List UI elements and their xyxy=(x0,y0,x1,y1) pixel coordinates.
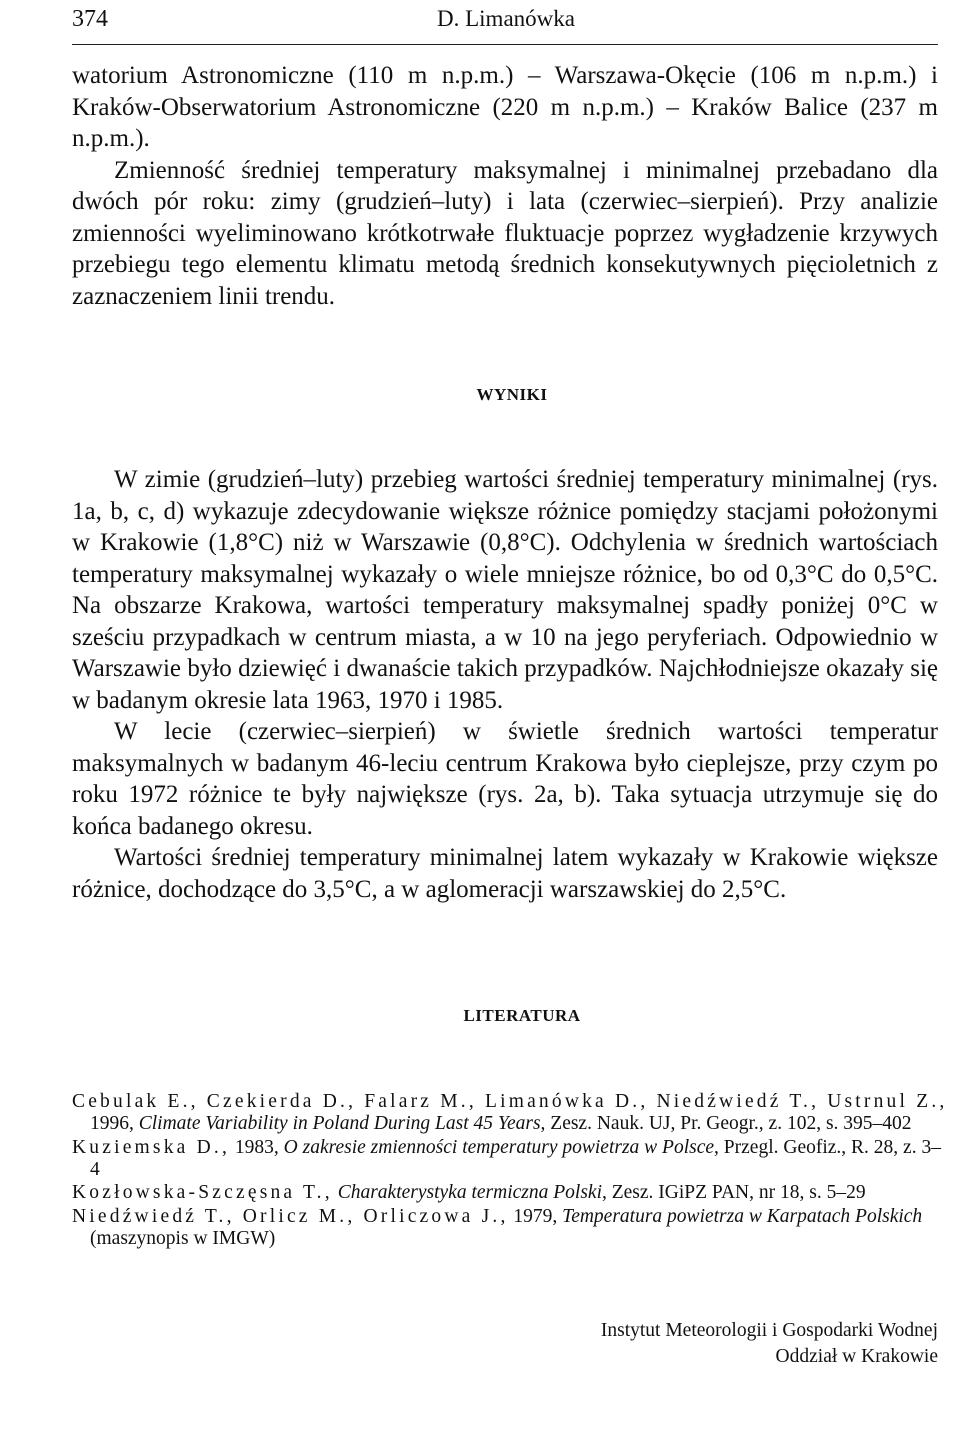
page-header xyxy=(72,6,938,40)
affiliation-institute: Instytut Meteorologii i Gospodarki Wodnej xyxy=(600,1320,938,1341)
affiliation-branch: Oddział w Krakowie xyxy=(775,1346,938,1367)
reference-authors: Kuziemska D., xyxy=(72,1136,231,1158)
reference-source: (maszynopis w IMGW) xyxy=(90,1227,276,1249)
reference-title: Charakterystyka termiczna Polski xyxy=(337,1182,602,1203)
header-rule xyxy=(72,44,938,45)
reference-year: 1983, xyxy=(230,1136,284,1158)
results-heading: WYNIKI xyxy=(476,385,548,404)
intro-paragraph-2: Zmienność średniej temperatury maksymalnej i minimalnej przebadano dla dwóch pór roku: zimy (grudzień–luty) i lata (czerwiec–sierpień). Przy analizie zmienności wyeliminowano krótkotrwałe fluktuacje poprzez wygładzenie krzywych przebiegu tego elementu klimatu metodą średnich konsekutywnych pięcioletnich z zaznaczeniem linii trendu. xyxy=(72,156,938,310)
reference-source: , Zesz. Nauk. UJ, Pr. Geogr., z. 102, s. 395–402 xyxy=(540,1113,912,1134)
results-paragraph-2: W lecie (czerwiec–sierpień) w świetle średnich wartości temperatur maksymalnych w badanym 46-leciu centrum Krakowa było cieplejsze, przy czym po roku 1972 różnice te były największe (rys. 2a, b). Taka sytuacja utrzymuje się do końca badanego okresu. xyxy=(72,718,938,840)
reference-authors: Niedźwiedź T., Orlicz M., Orliczowa J., xyxy=(72,1205,509,1227)
reference-item xyxy=(72,1091,950,1135)
reference-year: 1979, xyxy=(508,1205,563,1227)
reference-source: , Przegl. Geofiz., R. 28, z. 3–4 xyxy=(90,1136,941,1180)
results-section xyxy=(72,464,938,905)
reference-item xyxy=(72,1206,950,1250)
reference-authors: Cebulak E., Czekierda D., Falarz M., Limanówka D., Niedźwiedź T., Ustrnul Z., xyxy=(72,1091,948,1112)
running-head: D. Limanówka xyxy=(437,6,575,31)
results-paragraph-3: Wartości średniej temperatury minimalnej latem wykazały w Krakowie większe różnice, dochodzące do 3,5°C, a w aglomeracji warszawskiej do 2,5°C. xyxy=(72,844,938,903)
reference-title: Temperatura powietrza w Karpatach Polskich xyxy=(562,1205,923,1227)
author-affiliation xyxy=(601,1318,938,1370)
reference-title: Climate Variability in Poland During Last 45 Years xyxy=(138,1113,541,1134)
reference-source: , Zesz. IGiPZ PAN, nr 18, s. 5–29 xyxy=(601,1182,866,1203)
reference-title: O zakresie zmienności temperatury powietrza w Polsce xyxy=(283,1136,715,1158)
literature-heading: LITERATURA xyxy=(463,1006,581,1025)
reference-item xyxy=(72,1182,950,1204)
reference-authors: Kozłowska-Szczęsna T., xyxy=(72,1182,333,1203)
reference-list xyxy=(72,1091,950,1251)
reference-year: 1996, xyxy=(90,1113,139,1134)
results-paragraph-1: W zimie (grudzień–luty) przebieg wartości średniej temperatury minimalnej (rys. 1a, b, c, d) wykazuje zdecydowanie większe różnice pomiędzy stacjami położonymi w Krakowie (1,8°C) niż w Warszawie (0,8°C). Odchylenia w średnich wartościach temperatury maksymalnej wykazały o wiele mniejsze różnice, bo od 0,3°C do 0,5°C. Na obszarze Krakowa, wartości temperatury maksymalnej spadły poniżej 0°C w sześciu przypadkach w centrum miasta, a w 10 na jego peryferiach. Odpowiednio w Warszawie było dziewięć i dwanaście takich przypadków. Najchłodniejsze okazały się w badanym okresie lata 1963, 1970 i 1985. xyxy=(72,466,938,714)
intro-section xyxy=(72,60,938,312)
page-number: 374 xyxy=(72,6,108,32)
reference-item xyxy=(72,1137,950,1181)
intro-paragraph-1: watorium Astronomiczne (110 m n.p.m.) – Warszawa-Okęcie (106 m n.p.m.) i Kraków-Obserwatorium Astronomiczne (220 m n.p.m.) – Kraków Balice (237 m n.p.m.). xyxy=(72,62,938,152)
